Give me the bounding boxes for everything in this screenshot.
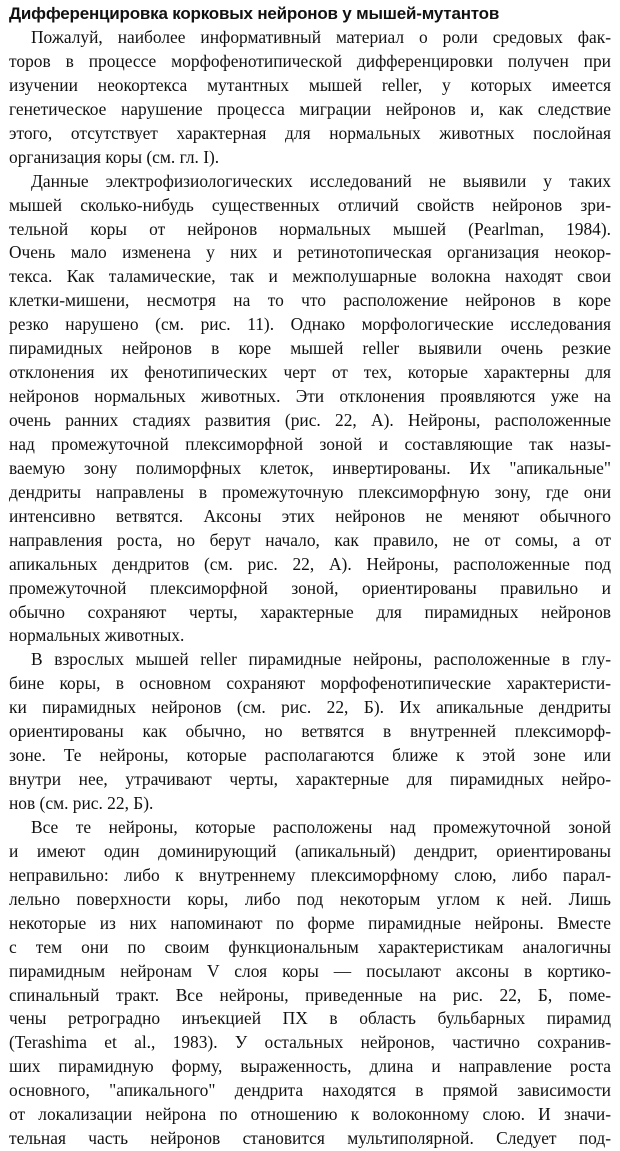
text-line: чены ретроградно инъекцией ПХ в область бульбарных пирамид bbox=[9, 1008, 611, 1029]
text-line: клетки-мишени, несмотря на то что расположение нейронов в коре bbox=[9, 290, 611, 311]
text-line: Данные электрофизиологических исследований не выявили у таких bbox=[31, 170, 611, 191]
text-line: неправильно: либо к внутреннему плексиморфному слою, либо парал- bbox=[9, 864, 611, 885]
text-line: дендриты направлены в промежуточную плексиморфную зону, где они bbox=[9, 481, 611, 502]
text-line: бине коры, в основном сохраняют морфофенотипические характеристи- bbox=[9, 673, 611, 694]
text-line: отклонения их фенотипических черт от тех, которые характерны для bbox=[9, 362, 611, 383]
paragraph bbox=[9, 170, 611, 649]
text-line: над промежуточной плексиморфной зоной и составляющие так назы- bbox=[9, 433, 611, 454]
text-line: внутри нее, утрачивают черты, характерные для пирамидных нейро- bbox=[9, 769, 611, 790]
text-line: В взрослых мышей reller пирамидные нейроны, расположенные в глу- bbox=[31, 649, 611, 670]
text-line: ки пирамидных нейронов (см. рис. 22, Б). Их апикальные дендриты bbox=[9, 697, 611, 718]
text-line: текса. Как таламические, так и межполушарные волокна находят свои bbox=[9, 266, 611, 287]
text-line: резко нарушено (см. рис. 11). Однако морфологические исследования bbox=[9, 314, 611, 335]
text-line: (Terashima et al., 1983). У остальных нейронов, частично сохранив- bbox=[9, 1032, 611, 1053]
text-line: зоне. Те нейроны, которые располагаются ближе к этой зоне или bbox=[9, 745, 611, 766]
text-line: торов в процессе морфофенотипической дифференцировки получен при bbox=[9, 50, 611, 71]
text-line: Все те нейроны, которые расположены над промежуточной зоной bbox=[31, 816, 611, 837]
text-line: промежуточной плексиморфной зоной, ориентированы правильно и bbox=[9, 577, 611, 598]
text-line: нейронов нормальных животных. Эти отклонения проявляются уже на bbox=[9, 386, 611, 407]
text-line: и имеют один доминирующий (апикальный) дендрит, ориентированы bbox=[9, 840, 611, 861]
text-line: основного, "апикального" дендрита находятся в прямой зависимости bbox=[9, 1080, 611, 1101]
text-line: пирамидным нейронам V слоя коры — посылают аксоны в кортико- bbox=[9, 960, 611, 981]
text-line: тельной коры от нейронов нормальных мышей (Pearlman, 1984). bbox=[9, 218, 611, 239]
text-line: этого, отсутствует характерная для нормальных животных послойная bbox=[9, 122, 611, 143]
text-line: некоторые из них напоминают по форме пирамидные нейроны. Вместе bbox=[9, 912, 611, 933]
text-line: очень ранних стадиях развития (рис. 22, А). Нейроны, расположенные bbox=[9, 410, 611, 430]
paragraph bbox=[9, 26, 611, 170]
text-line: Пожалуй, наиболее информативный материал о роли средовых фак- bbox=[31, 27, 611, 47]
text-line: нормальных животных. bbox=[9, 625, 185, 646]
text-line: нов (см. рис. 22, Б). bbox=[9, 793, 154, 813]
text-line: лельно поверхности коры, либо под некоторым углом к ней. Лишь bbox=[9, 888, 611, 909]
body-text bbox=[9, 26, 611, 1151]
section-heading: Дифференцировка корковых нейронов у мышей-мутантов bbox=[9, 4, 500, 23]
text-line: апикальных дендритов (см. рис. 22, А). Нейроны, расположенные под bbox=[9, 553, 611, 574]
text-line: пирамидных нейронов в коре мышей reller выявили очень резкие bbox=[9, 338, 611, 359]
text-line: направления роста, но берут начало, как правило, не от сомы, а от bbox=[9, 529, 611, 550]
text-line: организация коры (см. гл. I). bbox=[9, 146, 220, 167]
text-line: изучении неокортекса мутантных мышей reller, у которых имеется bbox=[9, 74, 611, 95]
text-line: интенсивно ветвятся. Аксоны этих нейронов не меняют обычного bbox=[9, 505, 611, 526]
text-line: тельная часть нейронов становится мультиполярной. Следует под- bbox=[9, 1128, 611, 1149]
text-line: от локализации нейрона по отношению к волоконному слою. И значи- bbox=[9, 1104, 611, 1125]
text-line: с тем они по своим функциональным характеристикам аналогичны bbox=[9, 936, 611, 957]
text-line: мышей сколько-нибудь существенных отличий свойств нейронов зри- bbox=[9, 194, 611, 215]
text-line: ших пирамидную форму, выраженность, длина и направление роста bbox=[9, 1056, 611, 1077]
text-line: спинальный тракт. Все нейроны, приведенные на рис. 22, Б, поме- bbox=[9, 984, 611, 1005]
paragraph bbox=[9, 816, 611, 1151]
text-line: ваемую зону полиморфных клеток, инвертированы. Их "апикальные" bbox=[9, 457, 611, 478]
text-line: генетическое нарушение процесса миграции нейронов и, как следствие bbox=[9, 98, 611, 119]
paragraph bbox=[9, 648, 611, 816]
text-line: обычно сохраняют черты, характерные для пирамидных нейронов bbox=[9, 601, 611, 622]
text-line: ориентированы как обычно, но ветвятся в внутренней плексиморф- bbox=[9, 721, 611, 742]
text-line: Очень мало изменена у них и ретинотопическая организация неокор- bbox=[9, 242, 611, 263]
